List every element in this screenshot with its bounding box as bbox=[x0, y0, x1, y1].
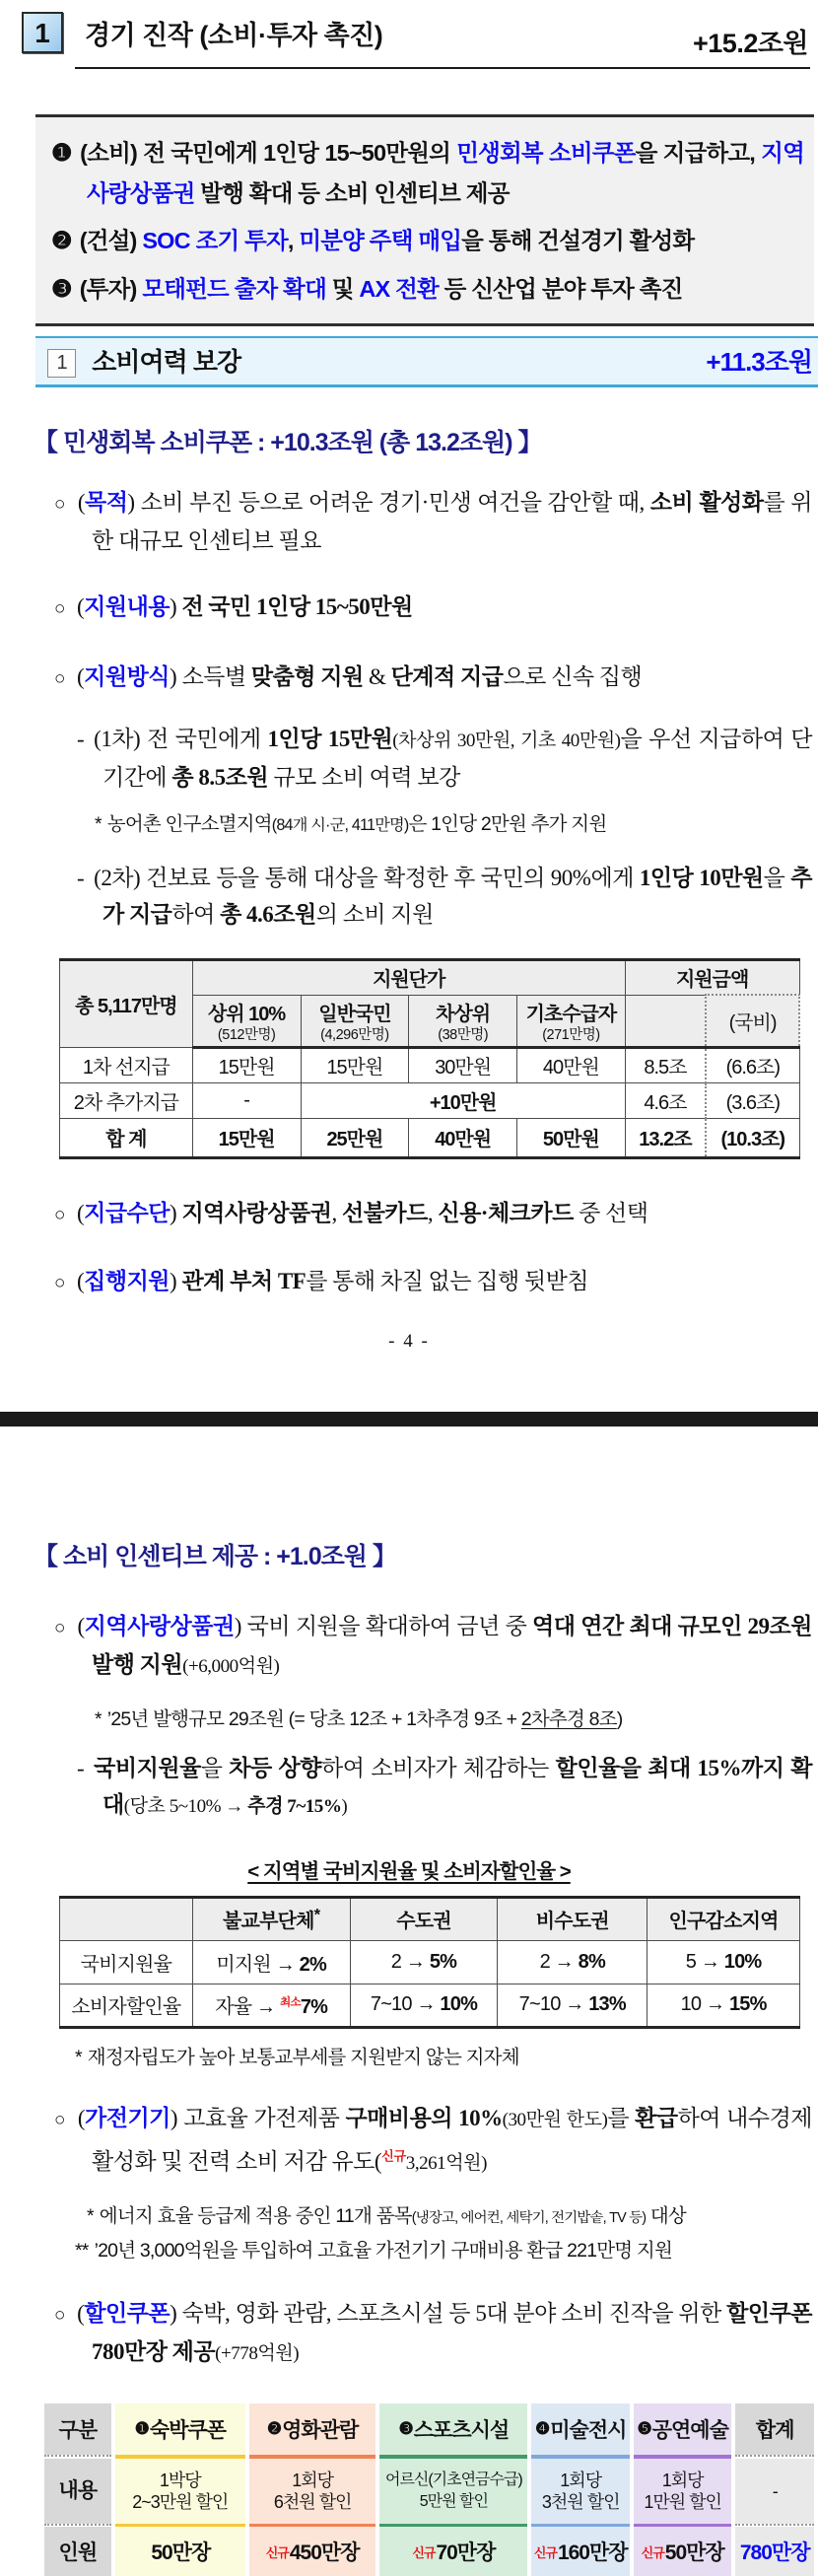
boxed-1-icon: 1 bbox=[47, 349, 76, 378]
cell: 2 → 5% bbox=[350, 1940, 498, 1984]
row-label: 합 계 bbox=[60, 1118, 193, 1157]
section-banner-consumption bbox=[35, 336, 818, 387]
note-energy-grade: * 에너지 효율 등급제 적용 중인 11개 품목(냉장고, 에어컨, 세탁기, 전기밥솥, TV 등) 대상 bbox=[87, 2205, 686, 2228]
coupon-header-total: 합계 bbox=[735, 2403, 814, 2455]
coupon-count: 신규 160만장 bbox=[531, 2527, 629, 2576]
cell: 40만원 bbox=[409, 1118, 517, 1157]
dash-bullet-icon: - bbox=[77, 1755, 85, 1780]
cell: 미지원 → 2% bbox=[192, 1940, 350, 1984]
coupon-col-hotel bbox=[115, 2403, 245, 2576]
summary-item-construction: ❷ (건설) SOC 조기 투자, 미분양 주택 매입을 통해 건설경기 활성화 bbox=[51, 228, 695, 254]
new-tag: 신규 bbox=[641, 2544, 664, 2560]
new-tag: 신규 bbox=[533, 2544, 557, 2560]
table-row-first-payment bbox=[60, 1047, 800, 1082]
coupon-count: 신규 70만장 bbox=[379, 2527, 527, 2576]
row-label: 구분 bbox=[44, 2403, 111, 2455]
note-issue-scale: * ’25년 발행규모 29조원 (= 당초 12조 + 1차추경 9조 + 2차추경 8조) bbox=[95, 1707, 623, 1730]
dash-bullet-icon: - bbox=[77, 727, 85, 751]
circled-3-icon: ❸ bbox=[51, 276, 72, 303]
coupon-header: ❸ 스포츠시설 bbox=[379, 2403, 527, 2455]
coupon-content-total: - bbox=[735, 2459, 814, 2524]
cell: 15만원 bbox=[192, 1047, 301, 1082]
col-group-unit-price: 지원단가 bbox=[192, 960, 625, 996]
circle-bullet-icon: ○ bbox=[54, 598, 65, 619]
col-header-govt-budget: (국비) bbox=[706, 995, 799, 1047]
table-row bbox=[60, 1897, 800, 1940]
page-title-amount: +15.2조원 bbox=[693, 29, 808, 58]
cell: (3.6조) bbox=[706, 1082, 799, 1118]
cell: 7~10 → 13% bbox=[498, 1984, 648, 2027]
page-number: - 4 - bbox=[388, 1330, 430, 1352]
support-amount-table bbox=[59, 958, 800, 1159]
circled-2-icon: ❷ bbox=[51, 228, 72, 254]
circled-1-icon: ❶ bbox=[51, 140, 73, 167]
coupon-count-total: 780만장 bbox=[735, 2527, 814, 2576]
cell: 자율 → $^{최소}$7% bbox=[192, 1984, 350, 2027]
cell: 5 → 10% bbox=[648, 1940, 800, 1984]
table-row bbox=[60, 960, 800, 996]
table-row-total bbox=[60, 1118, 800, 1157]
summary-box bbox=[35, 114, 814, 326]
cell: 2 → 8% bbox=[498, 1940, 648, 1984]
row-label: 인원 bbox=[44, 2527, 111, 2576]
circled-2-icon: ❷ bbox=[266, 2419, 282, 2439]
cell: 30만원 bbox=[409, 1047, 517, 1082]
coupon-content: 1박당 2~3만원 할인 bbox=[115, 2459, 245, 2524]
col-header-non-capital: 비수도권 bbox=[498, 1897, 648, 1940]
col-header-depopulation: 인구감소지역 bbox=[648, 1897, 800, 1940]
coupon-header: ❷ 영화관람 bbox=[249, 2403, 375, 2455]
cell: (6.6조) bbox=[706, 1047, 799, 1082]
summary-item-investment: ❸ (투자) 모태펀드 출자 확대 및 AX 전환 등 신산업 분야 투자 촉진 bbox=[51, 276, 683, 303]
cell: +10만원 bbox=[301, 1082, 625, 1118]
col-group-amount: 지원금액 bbox=[625, 960, 799, 996]
coupon-header: ❹ 미술전시 bbox=[531, 2403, 629, 2455]
cell: 40만원 bbox=[517, 1047, 626, 1082]
cell: 50만원 bbox=[517, 1118, 626, 1157]
section-number-box: 1 bbox=[22, 12, 63, 53]
coupon-header: ❶ 숙박쿠폰 bbox=[115, 2403, 245, 2455]
coupon-content: 1회당 1만원 할인 bbox=[634, 2459, 731, 2524]
col-header-capital-region: 수도권 bbox=[350, 1897, 498, 1940]
coupon-col-labels bbox=[44, 2403, 111, 2576]
asterisk-icon: * bbox=[95, 813, 102, 835]
page-title: 경기 진작 (소비·투자 촉진) bbox=[85, 20, 383, 50]
para-support: ○ (지원내용) 전 국민 1인당 15~50만원 bbox=[54, 594, 413, 619]
section-banner-amount: +11.3조원 bbox=[706, 347, 812, 377]
double-asterisk-icon: ** bbox=[75, 2240, 89, 2263]
coupon-col-art bbox=[531, 2403, 629, 2576]
asterisk-icon: * bbox=[87, 2205, 94, 2228]
circle-bullet-icon: ○ bbox=[54, 494, 66, 515]
circle-bullet-icon: ○ bbox=[54, 1617, 66, 1638]
coupon-col-sports bbox=[379, 2403, 527, 2576]
title-underline bbox=[75, 67, 810, 69]
note-rural: * 농어촌 인구소멸지역(84개 시·군, 411만명)은 1인당 2만원 추가 지원 bbox=[95, 813, 607, 835]
col-header-blank bbox=[60, 1897, 193, 1940]
coupon-content: 1회당 6천원 할인 bbox=[249, 2459, 375, 2524]
col-header-general: 일반국민 (4,296만명) bbox=[301, 995, 409, 1047]
coupon-count: 50만장 bbox=[115, 2527, 245, 2576]
coupon-count: 신규 50만장 bbox=[634, 2527, 731, 2576]
col-header-near-poverty: 차상위 (38만명) bbox=[409, 995, 517, 1047]
page-break-bar bbox=[0, 1412, 818, 1427]
table2-caption: < 지역별 국비지원율 및 소비자할인율 > bbox=[247, 1859, 571, 1883]
new-tag: 신규 bbox=[412, 2544, 436, 2560]
subsidy-rate-table bbox=[59, 1896, 800, 2029]
col-header-amount-blank bbox=[625, 995, 706, 1047]
asterisk-icon: * bbox=[75, 2046, 82, 2068]
para-first-round: - (1차) 전 국민에게 1인당 15만원(차상위 30만원, 기초 40만원)을 우선 지급하여 단기간에 총 8.5조원 규모 소비 여력 보강 bbox=[77, 727, 812, 790]
cell: 15만원 bbox=[192, 1118, 301, 1157]
cell: 4.6조 bbox=[625, 1082, 706, 1118]
cell: (10.3조) bbox=[706, 1118, 799, 1157]
section-banner-label: 소비여력 보강 bbox=[92, 347, 241, 377]
circled-5-icon: ❺ bbox=[637, 2419, 651, 2439]
row-label: 국비지원율 bbox=[60, 1940, 193, 1984]
row-label: 1차 선지급 bbox=[60, 1047, 193, 1082]
page1-header bbox=[0, 0, 818, 69]
new-tag: 신규 bbox=[265, 2544, 289, 2560]
circled-4-icon: ❹ bbox=[535, 2419, 550, 2439]
para-payment-means: ○ (지급수단) 지역사랑상품권, 선불카드, 신용·체크카드 중 선택 bbox=[54, 1200, 648, 1225]
heading-consumption-coupon: 【 민생회복 소비쿠폰 : +10.3조원 (총 13.2조원) 】 bbox=[34, 429, 542, 456]
table-row-second-payment bbox=[60, 1082, 800, 1118]
coupon-header: ❺ 공연예술 bbox=[634, 2403, 731, 2455]
col-header-non-grant: 불교부단체* bbox=[192, 1897, 350, 1940]
col-header-total-people: 총 5,117만명 bbox=[60, 960, 193, 1048]
cell: 10 → 15% bbox=[648, 1984, 800, 2027]
row-label: 내용 bbox=[44, 2459, 111, 2524]
table-row-consumer-discount bbox=[60, 1984, 800, 2027]
heading-consumption-incentive: 【 소비 인센티브 제공 : +1.0조원 】 bbox=[34, 1542, 396, 1570]
table-row-govt-rate bbox=[60, 1940, 800, 1984]
para-discount-coupon: ○ (할인쿠폰) 숙박, 영화 관람, 스포츠시설 등 5대 분야 소비 진작을 위한 할인쿠폰 780만장 제공(+778억원) bbox=[54, 2301, 812, 2365]
discount-coupon-table bbox=[44, 2403, 814, 2576]
coupon-col-total bbox=[735, 2403, 814, 2576]
circle-bullet-icon: ○ bbox=[54, 1204, 65, 1225]
note-fiscal-independence: * 재정자립도가 높아 보통교부세를 지원받지 않는 지자체 bbox=[75, 2046, 519, 2068]
cell: 25만원 bbox=[301, 1118, 409, 1157]
para-subsidy-rate: - 국비지원율을 차등 상향하여 소비자가 체감하는 할인율을 최대 15%까지 확대(당초 5~10% → 추경 7~15%) bbox=[77, 1755, 813, 1817]
cell: 15만원 bbox=[301, 1047, 409, 1082]
asterisk-icon: * bbox=[95, 1707, 102, 1730]
cell: 13.2조 bbox=[625, 1118, 706, 1157]
circle-bullet-icon: ○ bbox=[54, 2305, 66, 2327]
col-header-top10: 상위 10% (512만명) bbox=[192, 995, 301, 1047]
circle-bullet-icon: ○ bbox=[54, 668, 65, 689]
circled-1-icon: ❶ bbox=[134, 2419, 149, 2439]
note-2020-program: ** ’20년 3,000억원을 투입하여 고효율 가전기기 구매비용 환급 221만명 지원 bbox=[75, 2240, 673, 2263]
coupon-content: 어르신(기초연금수급) 5만원 할인 bbox=[379, 2459, 527, 2524]
circled-3-icon: ❸ bbox=[398, 2419, 413, 2439]
para-gift-certificate: ○ (지역사랑상품권) 국비 지원을 확대하여 금년 중 역대 연간 최대 규모인 29조원 발행 지원(+6,000억원) bbox=[54, 1613, 812, 1677]
row-label: 소비자할인율 bbox=[60, 1984, 193, 2027]
para-appliance: ○ (가전기기) 고효율 가전제품 구매비용의 10%(30만원 한도)를 환급하여 내수경제 활성화 및 전력 소비 저감 유도($^{신규}$3,261억원) bbox=[54, 2105, 813, 2175]
row-label: 2차 추가지급 bbox=[60, 1082, 193, 1118]
coupon-col-movie bbox=[249, 2403, 375, 2576]
cell: 7~10 → 10% bbox=[350, 1984, 498, 2027]
coupon-count: 신규 450만장 bbox=[249, 2527, 375, 2576]
coupon-content: 1회당 3천원 할인 bbox=[531, 2459, 629, 2524]
para-purpose: ○ (목적) 소비 부진 등으로 어려운 경기·민생 여건을 감안할 때, 소비 활성화를 위한 대규모 인센티브 필요 bbox=[54, 490, 812, 553]
coupon-col-performance bbox=[634, 2403, 731, 2576]
col-header-basic-recipient: 기초수급자 (271만명) bbox=[517, 995, 626, 1047]
para-method: ○ (지원방식) 소득별 맞춤형 지원 & 단계적 지급으로 신속 집행 bbox=[54, 664, 643, 689]
circle-bullet-icon: ○ bbox=[54, 2109, 66, 2130]
dash-bullet-icon: - bbox=[77, 866, 85, 890]
cell: - bbox=[192, 1082, 301, 1118]
circle-bullet-icon: ○ bbox=[54, 1272, 65, 1293]
para-execution-support: ○ (집행지원) 관계 부처 TF를 통해 차질 없는 집행 뒷받침 bbox=[54, 1268, 589, 1293]
cell: 8.5조 bbox=[625, 1047, 706, 1082]
para-second-round: - (2차) 건보료 등을 통해 대상을 확정한 후 국민의 90%에게 1인당 10만원을 추가 지급하여 총 4.6조원의 소비 지원 bbox=[77, 866, 813, 927]
summary-item-consumption: ❶ (소비) 전 국민에게 1인당 15~50만원의 민생회복 소비쿠폰을 지급하고, 지역사랑상품권 발행 확대 등 소비 인센티브 제공 bbox=[51, 140, 804, 206]
